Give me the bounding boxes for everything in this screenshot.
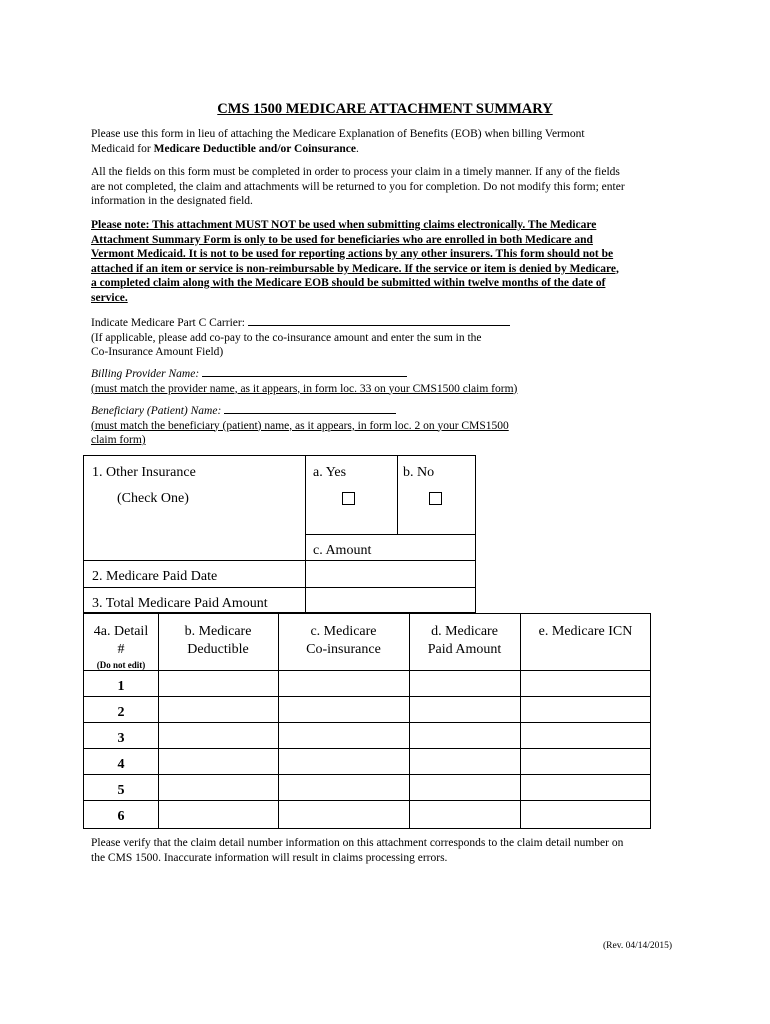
coinsurance-header: c. Medicare Co-insurance (306, 624, 381, 657)
icn-header: e. Medicare ICN (538, 624, 633, 639)
important-note: Please note: This attachment MUST NOT be used when submitting claims electronically. The Medicare Attachment Summary Form is only to be used for beneficiaries who are enrolled in both Medicare and Vermont Medicaid. It is not to be used for reporting actions by any other insurers. This form should not be attached if an item or service is non-reimbursable by Medicare. If the service or item is denied by Medicare, a completed claim along with the Medicare EOB should be submitted within twelve months of the date of service. (91, 219, 619, 304)
billing-provider-section (91, 366, 691, 396)
part-c-label: Indicate Medicare Part C Carrier: (91, 317, 248, 329)
do-not-edit-note: (Do not edit) (96, 660, 146, 670)
paid-date-label: 2. Medicare Paid Date (92, 569, 218, 584)
detail-row-number: 4 (117, 757, 125, 772)
intro-bold-text: Medicare Deductible and/or Coinsurance (153, 142, 357, 155)
detail-row-number: 1 (117, 679, 125, 694)
part-c-help-1: (If applicable, please add co-pay to the co-insurance amount and enter the sum in the (91, 331, 482, 344)
no-label: b. No (403, 465, 435, 480)
instructions-paragraph: All the fields on this form must be completed in order to process your claim in a timely manner. If any of the fields are not completed, the claim and attachments will be returned to you for completion. Do not modify this form; enter information in the designated field. (91, 166, 625, 207)
amount-field[interactable] (398, 535, 475, 559)
verification-note: Please verify that the claim detail number information on this attachment corresponds to the claim detail number on the CMS 1500. Inaccurate information will result in claims processing errors. (91, 837, 624, 864)
total-paid-label: 3. Total Medicare Paid Amount (92, 596, 268, 611)
detail-row-number: 5 (117, 783, 125, 798)
beneficiary-label: Beneficiary (Patient) Name: (91, 405, 225, 417)
deductible-header: b. Medicare Deductible (184, 624, 252, 657)
beneficiary-help-2: claim form) (91, 434, 146, 446)
detail-row-number: 3 (117, 731, 125, 746)
intro-line-1: Please use this form in lieu of attaching the Medicare Explanation of Benefits (EOB) when billing Vermont (91, 128, 585, 140)
beneficiary-name-field[interactable] (224, 403, 396, 414)
other-insurance-table (83, 455, 476, 613)
intro-paragraph (91, 127, 691, 156)
billing-provider-help: (must match the provider name, as it appears, in form loc. 33 on your CMS1500 claim form) (91, 382, 518, 395)
part-c-help-2: Co-Insurance Amount Field) (91, 346, 224, 358)
revision-date: (Rev. 04/14/2015) (603, 941, 673, 951)
part-c-carrier-field[interactable] (248, 315, 510, 326)
yes-label: a. Yes (313, 465, 347, 480)
intro-line-2: Medicaid for Medicare Deductible and/or Coinsurance. (91, 142, 359, 155)
billing-provider-label: Billing Provider Name: (91, 368, 203, 380)
no-checkbox[interactable] (429, 492, 442, 505)
detail-number-header: 4a. Detail # (Do not edit) (84, 623, 158, 671)
total-paid-field[interactable] (306, 588, 475, 613)
part-c-section (91, 315, 691, 360)
detail-row-number: 2 (117, 705, 125, 720)
other-insurance-label: 1. Other Insurance (92, 465, 196, 480)
paid-amount-header: d. Medicare Paid Amount (427, 624, 502, 657)
check-one-label: (Check One) (117, 491, 189, 506)
paid-date-field[interactable] (306, 561, 475, 586)
claim-detail-table (83, 613, 651, 829)
form-title: CMS 1500 MEDICARE ATTACHMENT SUMMARY (217, 101, 553, 117)
amount-label: c. Amount (313, 543, 372, 558)
detail-row-number: 6 (117, 809, 125, 824)
beneficiary-help-1: (must match the beneficiary (patient) name, as it appears, in form loc. 2 on your CMS1500 (91, 419, 509, 432)
billing-provider-field[interactable] (202, 366, 407, 377)
yes-checkbox[interactable] (342, 492, 355, 505)
beneficiary-section (91, 403, 691, 448)
